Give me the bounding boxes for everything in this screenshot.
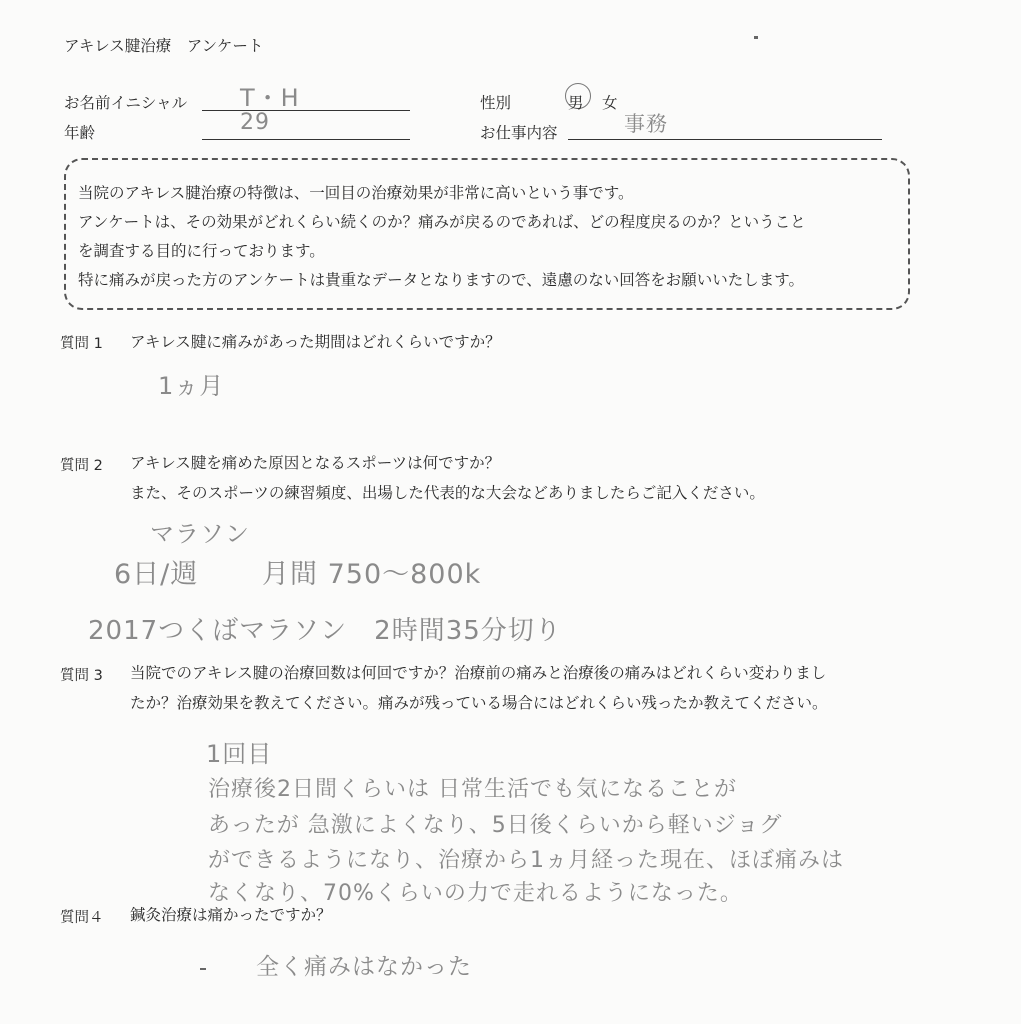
question-4-answer: 全く痛みはなかった bbox=[256, 954, 472, 980]
page-title: アキレス腱治療 アンケート bbox=[64, 37, 264, 55]
question-2-text: また、そのスポーツの練習頻度、出場した代表的な大会などありましたらご記入ください。 bbox=[130, 484, 765, 502]
job-value: 事務 bbox=[624, 112, 668, 136]
intro-line: アンケートは、その効果がどれくらい続くのか？痛みが戻るのであれば、どの程度戻るのか？ということ bbox=[78, 213, 806, 231]
initial-underline bbox=[202, 110, 410, 111]
gender-label: 性別 bbox=[480, 94, 512, 112]
question-2-answer: 2017つくばマラソン 2時間35分切り bbox=[88, 616, 562, 646]
intro-line: を調査する目的に行っております。 bbox=[78, 242, 325, 260]
intro-box bbox=[64, 158, 910, 310]
question-3-answer: なくなり、70%くらいの力で走れるようになった。 bbox=[208, 881, 743, 906]
question-2-label: 質問 2 bbox=[60, 458, 103, 474]
intro-line: 当院のアキレス腱治療の特徴は、一回目の治療効果が非常に高いという事です。 bbox=[78, 184, 634, 202]
question-4-label: 質問４ bbox=[60, 910, 104, 926]
age-label: 年齢 bbox=[64, 124, 96, 142]
stray-mark bbox=[200, 968, 206, 970]
question-1-text: アキレス腱に痛みがあった期間はどれくらいですか？ bbox=[130, 333, 501, 351]
initial-label: お名前イニシャル bbox=[64, 94, 188, 112]
gender-male: 男 bbox=[568, 94, 584, 112]
job-label: お仕事内容 bbox=[480, 124, 558, 142]
stray-mark bbox=[754, 36, 758, 39]
question-3-text: 当院でのアキレス腱の治療回数は何回ですか？治療前の痛みと治療後の痛みはどれくらい変わりまし bbox=[130, 664, 827, 682]
question-3-answer: あったが 急激によくなり、5日後くらいから軽いジョグ bbox=[208, 813, 783, 838]
question-3-text: たか？治療効果を教えてください。痛みが残っている場合にはどれくらい残ったか教えてください。 bbox=[130, 694, 828, 712]
intro-line: 特に痛みが戻った方のアンケートは貴重なデータとなりますので、遠慮のない回答をお願いいたします。 bbox=[78, 271, 805, 289]
job-underline bbox=[568, 139, 882, 140]
age-underline bbox=[202, 139, 410, 140]
question-2-answer: 6日/週 bbox=[114, 559, 199, 590]
question-4-text: 鍼灸治療は痛かったですか？ bbox=[130, 906, 332, 924]
question-3-answer: 1回目 bbox=[206, 740, 273, 768]
question-1-answer: 1ヵ月 bbox=[158, 372, 225, 400]
initial-value: T・H bbox=[240, 84, 300, 112]
question-3-answer: ができるようになり、治療から1ヵ月経った現在、ほぼ痛みは bbox=[208, 848, 844, 873]
question-3-answer: 治療後2日間くらいは 日常生活でも気になることが bbox=[208, 777, 737, 802]
gender-female: 女 bbox=[602, 94, 618, 112]
question-2-answer: マラソン bbox=[150, 520, 250, 548]
question-1-label: 質問 1 bbox=[60, 336, 103, 352]
age-value: 29 bbox=[240, 110, 270, 135]
question-2-text: アキレス腱を痛めた原因となるスポーツは何ですか？ bbox=[130, 454, 501, 472]
question-2-answer: 月間 750～800k bbox=[262, 559, 482, 590]
question-3-label: 質問 3 bbox=[60, 668, 103, 684]
